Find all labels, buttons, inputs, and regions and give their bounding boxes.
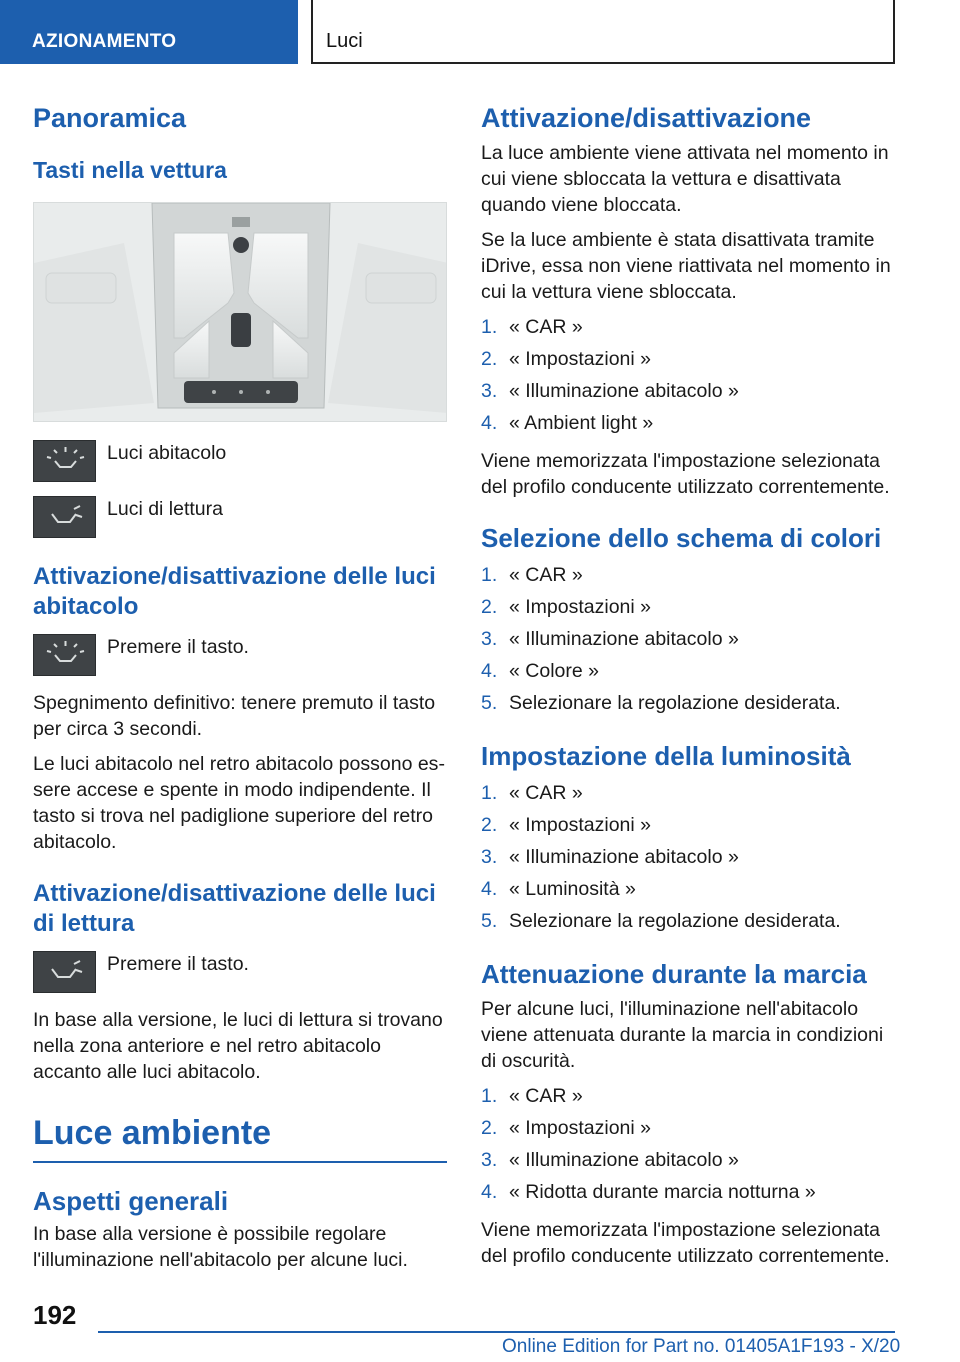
reading-paragraph-1: In base alla versione, le luci di lettura si trovano nella zona anteriore e nel retro abitacolo accanto alle luci abitacolo. xyxy=(33,1009,443,1083)
reading-light-icon xyxy=(33,496,96,538)
general-heading: Aspetti generali xyxy=(33,1186,229,1216)
interior-toggle-instruction: Premere il tasto. xyxy=(107,636,249,658)
overview-heading: Panoramica xyxy=(33,103,187,133)
list-item: 5. Selezionare la regolazione desiderata. xyxy=(481,692,841,714)
activation-paragraph-2: Se la luce ambiente è stata disattivata tramite iDrive, essa non viene riattivata nel momento in cui la vettura viene sbloccata. xyxy=(481,229,891,303)
list-item: 1. « CAR » xyxy=(481,564,583,586)
list-item: 1. « CAR » xyxy=(481,1085,583,1107)
list-item: 4. « Colore » xyxy=(481,660,599,682)
topic-tab xyxy=(311,0,895,64)
list-item: 4. « Ambient light » xyxy=(481,412,654,434)
list-item: 4. « Ridotta durante marcia notturna » xyxy=(481,1181,816,1203)
list-item: 2. « Impostazioni » xyxy=(481,1117,651,1139)
legend-reading-label: Luci di lettura xyxy=(107,498,223,520)
activation-heading: Attivazione/disattivazione xyxy=(481,103,812,133)
list-item: 2. « Impostazioni » xyxy=(481,814,651,836)
section-tab xyxy=(0,0,298,64)
right-column xyxy=(481,102,897,1278)
ambient-heading: Luce ambiente xyxy=(33,1114,272,1152)
legend-reading-row xyxy=(33,496,447,538)
interior-light-icon xyxy=(33,440,96,482)
list-item: 2. « Impostazioni » xyxy=(481,596,651,618)
dimming-after-text: Viene memorizzata l'impostazione selezionata del profilo conducente utilizzato correntemente. xyxy=(481,1219,890,1267)
list-item: 1. « CAR » xyxy=(481,316,583,338)
roof-console-illustration xyxy=(34,203,447,422)
list-item: 5. Selezionare la regolazione desiderata. xyxy=(481,910,841,932)
left-column xyxy=(33,102,447,1282)
list-item: 3. « Illuminazione abitacolo » xyxy=(481,380,739,402)
color-heading: Selezione dello schema di colori xyxy=(481,523,882,553)
interior-toggle-heading: Attivazione/disattivazione delle luci abitacolo xyxy=(33,563,436,620)
list-item: 1. « CAR » xyxy=(481,782,583,804)
ambient-heading-rule xyxy=(33,1161,447,1163)
interior-paragraph-2: Le luci abitacolo nel retro abitacolo possono essere accese e spente in modo indipendente. Il tasto si trova nel padiglione superiore del retro abitacolo. xyxy=(33,753,445,853)
list-item: 3. « Illuminazione abitacolo » xyxy=(481,1149,739,1171)
dimming-steps xyxy=(481,1083,897,1211)
reading-light-icon xyxy=(33,951,96,993)
interior-toggle-row xyxy=(33,634,447,676)
activation-paragraph-1: La luce ambiente viene attivata nel momento in cui viene sbloccata la vettura e disattivata quando viene bloccata. xyxy=(481,142,889,216)
reading-toggle-instruction: Premere il tasto. xyxy=(107,953,249,975)
brightness-steps xyxy=(481,780,897,940)
legend-interior-row xyxy=(33,440,447,482)
color-steps xyxy=(481,562,897,722)
activation-after-text: Viene memorizzata l'impostazione selezionata del profilo conducente utilizzato correntemente. xyxy=(481,450,890,498)
list-item: 3. « Illuminazione abitacolo » xyxy=(481,628,739,650)
topic-title: Luci xyxy=(326,30,363,52)
reading-toggle-row xyxy=(33,951,447,993)
dimming-paragraph: Per alcune luci, l'illuminazione nell'abitacolo viene attenuata durante la marcia in condizioni di oscurità. xyxy=(481,998,884,1072)
interior-paragraph-1: Spegnimento definitivo: tenere premuto il tasto per circa 3 secondi. xyxy=(33,692,436,740)
list-item: 3. « Illuminazione abitacolo » xyxy=(481,846,739,868)
roof-console-photo xyxy=(33,202,447,422)
activation-steps xyxy=(481,314,897,442)
list-item: 4. « Luminosità » xyxy=(481,878,636,900)
footer-rule xyxy=(98,1331,895,1333)
edition-note: Online Edition for Part no. 01405A1F193 - X/20 xyxy=(502,1336,901,1357)
list-item: 2. « Impostazioni » xyxy=(481,348,651,370)
general-paragraph: In base alla versione è possibile regolare l'illuminazione nell'abitacolo per alcune luci. xyxy=(33,1223,408,1271)
buttons-heading: Tasti nella vettura xyxy=(33,157,227,183)
reading-toggle-heading: Attivazione/disattivazione delle luci di lettura xyxy=(33,880,436,937)
brightness-heading: Impostazione della luminosità xyxy=(481,741,851,771)
page-number: 192 xyxy=(33,1300,77,1330)
dimming-heading: Attenuazione durante la marcia xyxy=(481,959,867,989)
section-title: AZIONAMENTO xyxy=(32,31,177,52)
interior-light-icon xyxy=(33,634,96,676)
legend-interior-label: Luci abitacolo xyxy=(107,442,227,464)
